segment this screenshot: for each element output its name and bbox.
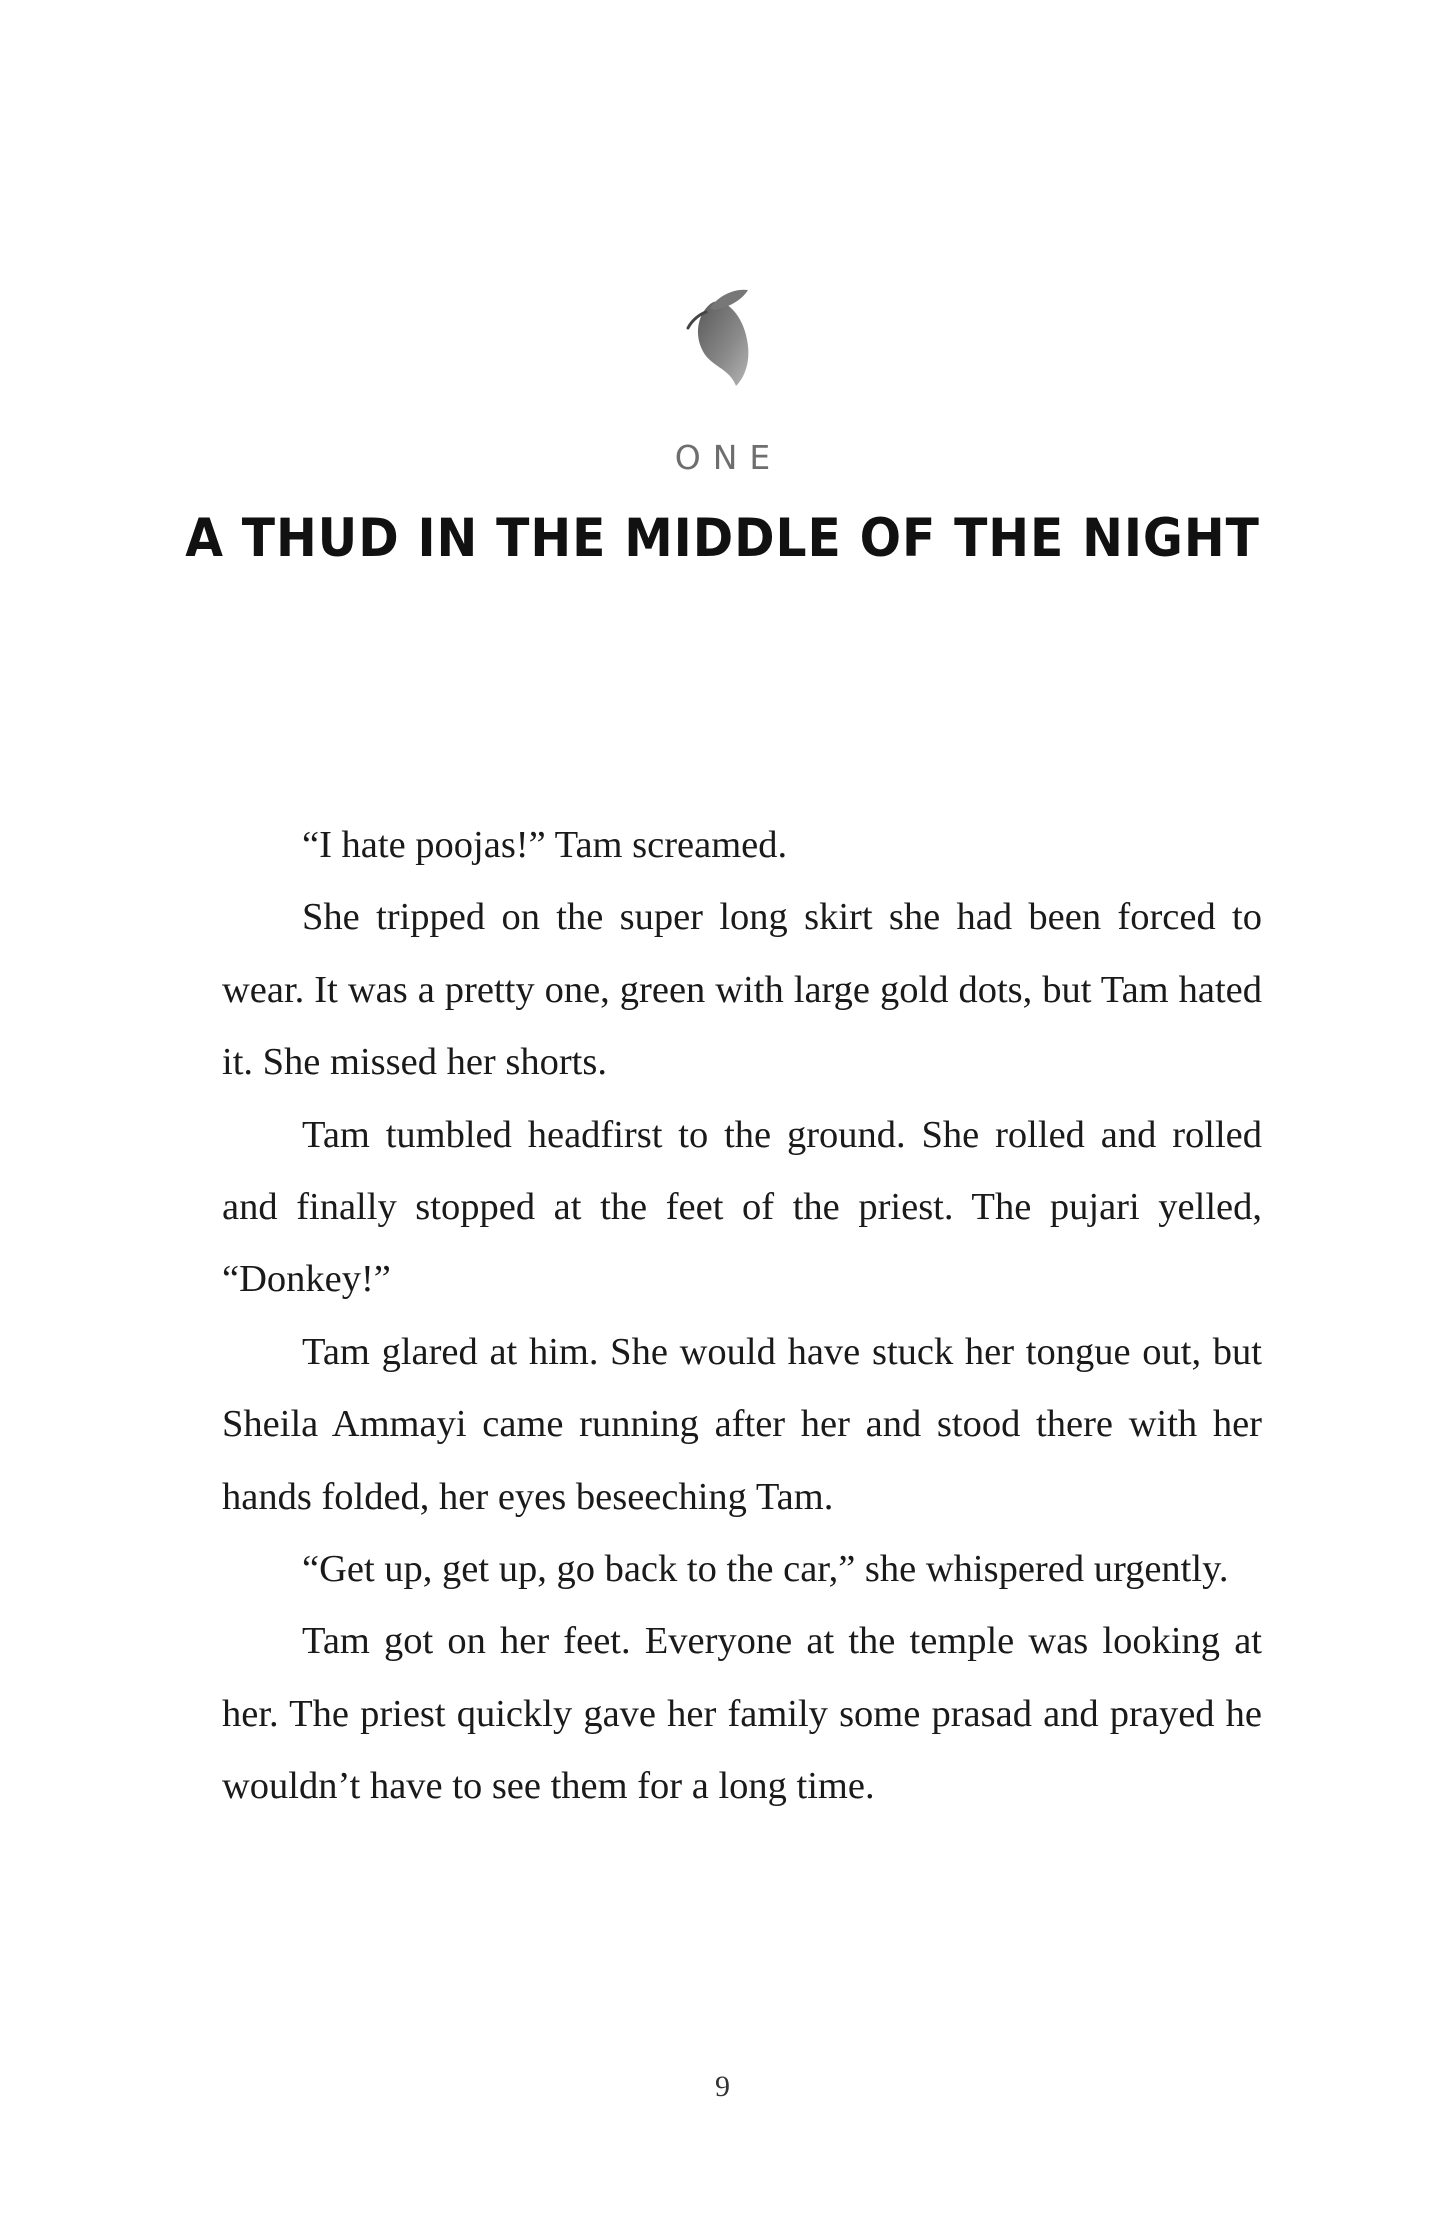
paragraph: Tam glared at him. She would have stuck her tongue out, but Sheila Ammayi came running after her and stood there with her hands folded, her eyes beseeching Tam. [222,1330,1262,1518]
paragraph: “Get up, get up, go back to the car,” she whispered urgently. [302,1548,1229,1591]
mango-leaf-icon [678,278,768,393]
paragraph: Tam tumbled headfirst to the ground. She rolled and rolled and finally stopped at the feet of the priest. The pujari yelled, “Donkey!” [222,1113,1262,1301]
paragraph: “I hate poojas!” Tam screamed. [302,824,788,866]
chapter-body [222,809,1262,1823]
chapter-number: ONE [674,438,783,477]
paragraph: She tripped on the super long skirt she had been forced to wear. It was a pretty one, green with large gold dots, but Tam hated it. She missed her shorts. [222,896,1262,1084]
chapter-title: A THUD IN THE MIDDLE OF THE NIGHT [185,508,1260,569]
page-number: 9 [715,2070,730,2103]
paragraph: Tam got on her feet. Everyone at the temple was looking at her. The priest quickly gave her family some prasad and prayed he wouldn’t have to see them for a long time. [222,1620,1262,1808]
